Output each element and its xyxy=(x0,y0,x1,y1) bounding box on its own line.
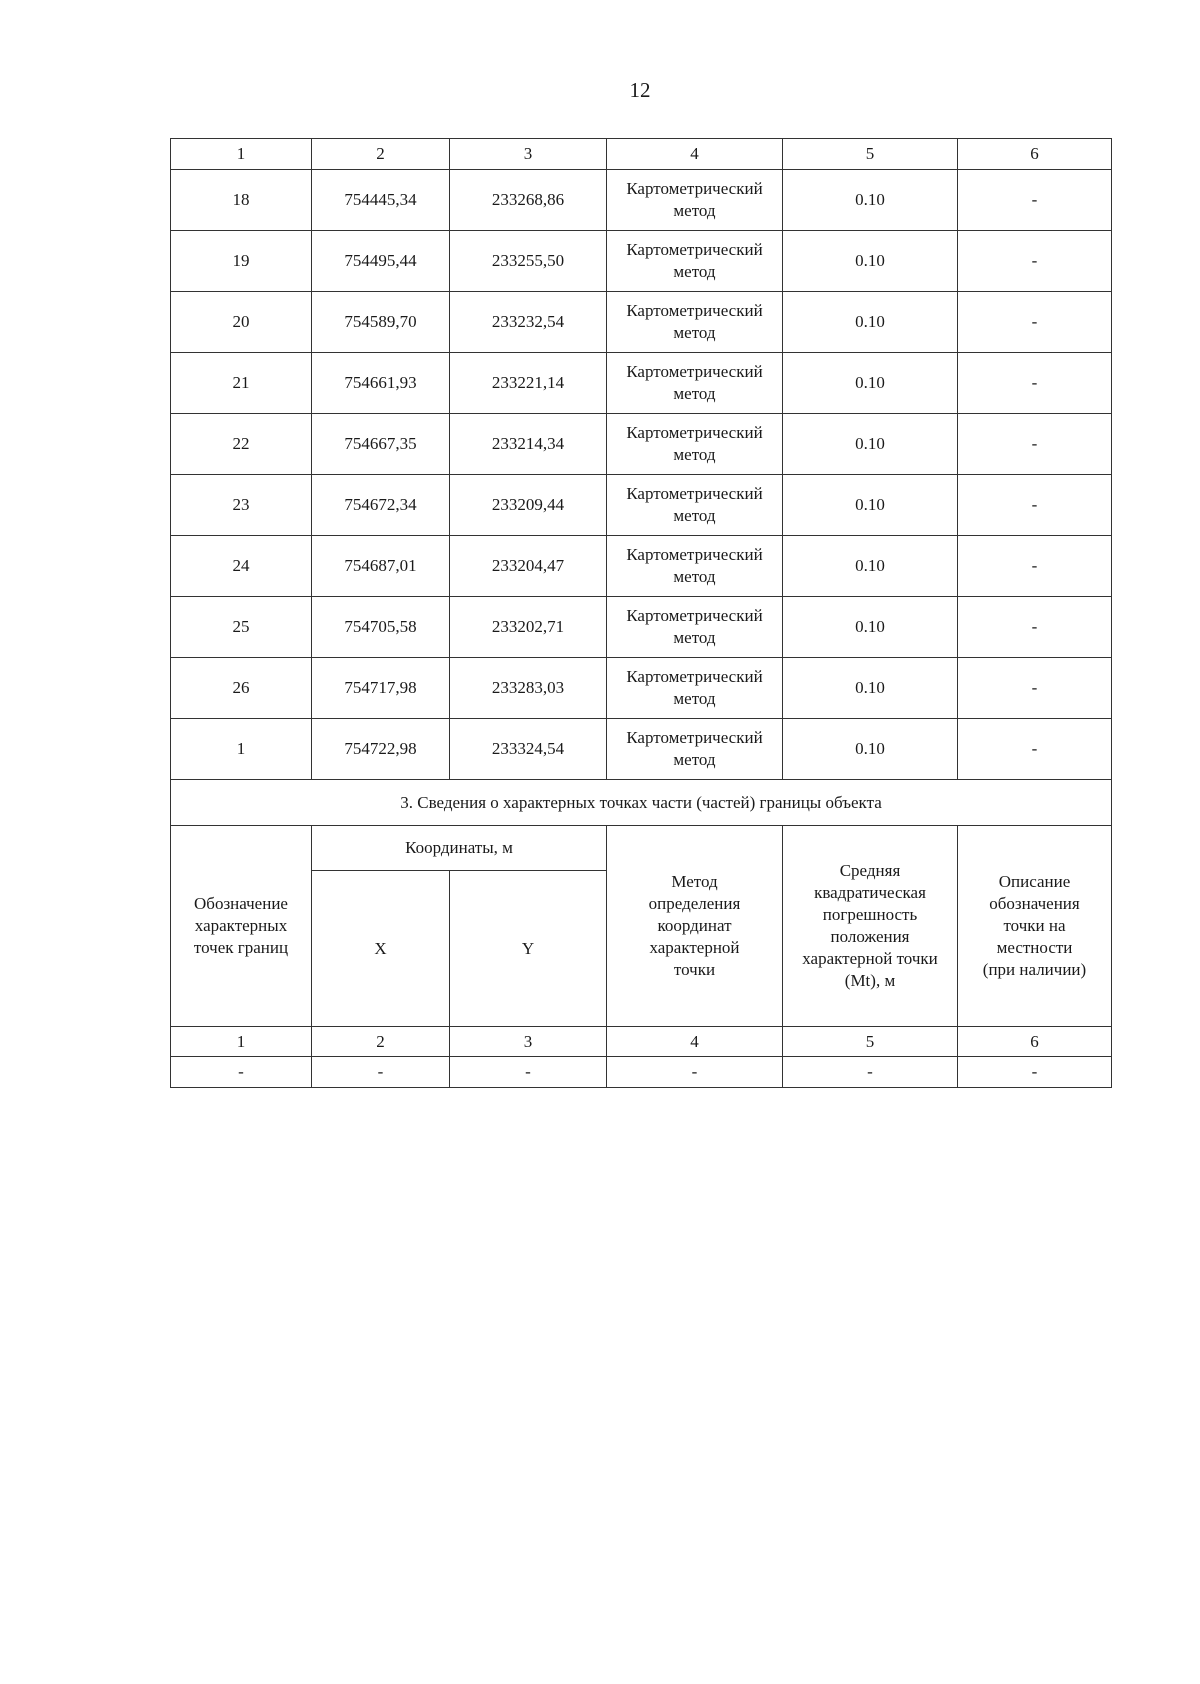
accuracy-value: 0.10 xyxy=(783,658,958,719)
accuracy-value: 0.10 xyxy=(783,170,958,231)
header-line: обозначения xyxy=(989,894,1080,913)
header-line: погрешность xyxy=(822,905,918,924)
accuracy-value: 0.10 xyxy=(783,536,958,597)
column-number: 3 xyxy=(450,139,607,170)
table-row xyxy=(171,658,1112,719)
method-line: Картометрический xyxy=(626,667,763,686)
coordinate-y: 233255,50 xyxy=(450,231,607,292)
accuracy-value: 0.10 xyxy=(783,597,958,658)
description-header xyxy=(958,826,1112,1027)
coordinate-x: 754445,34 xyxy=(312,170,450,231)
header-line: квадратическая xyxy=(814,883,926,902)
header-line: характерной xyxy=(649,938,740,957)
coordinate-y: 233232,54 xyxy=(450,292,607,353)
point-number: 21 xyxy=(171,353,312,414)
column-number: 6 xyxy=(958,139,1112,170)
method-line: Картометрический xyxy=(626,728,763,747)
accuracy-value: 0.10 xyxy=(783,231,958,292)
column-number: 4 xyxy=(607,139,783,170)
empty-cell: - xyxy=(783,1057,958,1088)
point-number: 25 xyxy=(171,597,312,658)
header-line: Обозначение xyxy=(194,894,288,913)
coordinate-x: 754495,44 xyxy=(312,231,450,292)
accuracy-value: 0.10 xyxy=(783,719,958,780)
table-row xyxy=(171,414,1112,475)
accuracy-value: 0.10 xyxy=(783,475,958,536)
header-line: (Mt), м xyxy=(844,971,896,990)
method-cell xyxy=(607,475,783,536)
table-row xyxy=(171,536,1112,597)
boundary-points-table xyxy=(170,138,1111,1088)
method-cell xyxy=(607,292,783,353)
method-line: Картометрический xyxy=(626,423,763,442)
point-number: 18 xyxy=(171,170,312,231)
table-row xyxy=(171,231,1112,292)
table-row xyxy=(171,719,1112,780)
designation-header xyxy=(171,826,312,1027)
coordinate-y: 233268,86 xyxy=(450,170,607,231)
description-value: - xyxy=(958,292,1112,353)
point-number: 22 xyxy=(171,414,312,475)
method-line: Картометрический xyxy=(626,179,763,198)
point-number: 24 xyxy=(171,536,312,597)
header-line: точки xyxy=(673,960,716,979)
header-line: характерных xyxy=(194,916,288,935)
description-value: - xyxy=(958,414,1112,475)
method-line: Картометрический xyxy=(626,362,763,381)
method-line: метод xyxy=(673,262,716,281)
header-line: определения xyxy=(648,894,741,913)
empty-cell: - xyxy=(958,1057,1112,1088)
description-value: - xyxy=(958,719,1112,780)
header-line: положения xyxy=(830,927,910,946)
coordinate-y: 233209,44 xyxy=(450,475,607,536)
accuracy-value: 0.10 xyxy=(783,353,958,414)
empty-cell: - xyxy=(450,1057,607,1088)
point-number: 20 xyxy=(171,292,312,353)
section-title: 3. Сведения о характерных точках части (частей) границы объекта xyxy=(171,780,1112,826)
y-header: Y xyxy=(450,871,607,1027)
page-number: 12 xyxy=(629,78,651,102)
table-row xyxy=(171,170,1112,231)
section3-column-number-row xyxy=(171,1027,1112,1057)
column-number: 1 xyxy=(171,1027,312,1057)
method-cell xyxy=(607,719,783,780)
method-cell xyxy=(607,536,783,597)
description-value: - xyxy=(958,536,1112,597)
method-line: Картометрический xyxy=(626,545,763,564)
point-number: 1 xyxy=(171,719,312,780)
section3-header-row xyxy=(171,826,1112,871)
header-line: Метод xyxy=(671,872,718,891)
method-cell xyxy=(607,597,783,658)
column-number: 1 xyxy=(171,139,312,170)
empty-cell: - xyxy=(312,1057,450,1088)
column-number: 5 xyxy=(783,139,958,170)
method-line: метод xyxy=(673,506,716,525)
point-number: 23 xyxy=(171,475,312,536)
accuracy-value: 0.10 xyxy=(783,292,958,353)
column-number: 2 xyxy=(312,1027,450,1057)
table-row xyxy=(171,597,1112,658)
column-number-row xyxy=(171,139,1112,170)
method-cell xyxy=(607,414,783,475)
coordinate-x: 754672,34 xyxy=(312,475,450,536)
coordinate-y: 233221,14 xyxy=(450,353,607,414)
method-cell xyxy=(607,658,783,719)
coordinates-grid xyxy=(170,138,1112,1088)
column-number: 3 xyxy=(450,1027,607,1057)
column-number: 5 xyxy=(783,1027,958,1057)
point-number: 19 xyxy=(171,231,312,292)
header-line: местности xyxy=(996,938,1073,957)
coordinate-x: 754705,58 xyxy=(312,597,450,658)
table-row xyxy=(171,475,1112,536)
method-cell xyxy=(607,231,783,292)
header-line: точек границ xyxy=(193,938,289,957)
coordinate-y: 233214,34 xyxy=(450,414,607,475)
method-line: метод xyxy=(673,323,716,342)
point-number: 26 xyxy=(171,658,312,719)
accuracy-value: 0.10 xyxy=(783,414,958,475)
coordinate-x: 754667,35 xyxy=(312,414,450,475)
method-line: Картометрический xyxy=(626,301,763,320)
section3-empty-row xyxy=(171,1057,1112,1088)
method-line: метод xyxy=(673,689,716,708)
method-line: метод xyxy=(673,384,716,403)
description-value: - xyxy=(958,475,1112,536)
method-line: метод xyxy=(673,628,716,647)
coordinate-y: 233202,71 xyxy=(450,597,607,658)
table-row xyxy=(171,353,1112,414)
header-line: Описание xyxy=(998,872,1071,891)
description-value: - xyxy=(958,353,1112,414)
method-cell xyxy=(607,170,783,231)
method-line: метод xyxy=(673,201,716,220)
header-line: (при наличии) xyxy=(982,960,1087,979)
coordinate-x: 754661,93 xyxy=(312,353,450,414)
column-number: 2 xyxy=(312,139,450,170)
x-header: X xyxy=(312,871,450,1027)
column-number: 4 xyxy=(607,1027,783,1057)
table-row xyxy=(171,292,1112,353)
header-line: координат xyxy=(657,916,732,935)
description-value: - xyxy=(958,658,1112,719)
description-value: - xyxy=(958,597,1112,658)
description-value: - xyxy=(958,170,1112,231)
accuracy-header xyxy=(783,826,958,1027)
coordinate-x: 754717,98 xyxy=(312,658,450,719)
empty-cell: - xyxy=(607,1057,783,1088)
method-line: Картометрический xyxy=(626,606,763,625)
method-cell xyxy=(607,353,783,414)
coordinate-x: 754722,98 xyxy=(312,719,450,780)
coordinate-x: 754589,70 xyxy=(312,292,450,353)
coordinates-header: Координаты, м xyxy=(312,826,607,871)
section-title-row xyxy=(171,780,1112,826)
coordinate-y: 233283,03 xyxy=(450,658,607,719)
header-line: Средняя xyxy=(839,861,901,880)
coordinate-y: 233204,47 xyxy=(450,536,607,597)
method-line: Картометрический xyxy=(626,484,763,503)
method-line: метод xyxy=(673,750,716,769)
description-value: - xyxy=(958,231,1112,292)
method-line: метод xyxy=(673,567,716,586)
method-header xyxy=(607,826,783,1027)
empty-cell: - xyxy=(171,1057,312,1088)
column-number: 6 xyxy=(958,1027,1112,1057)
method-line: Картометрический xyxy=(626,240,763,259)
header-line: характерной точки xyxy=(802,949,938,968)
coordinate-x: 754687,01 xyxy=(312,536,450,597)
header-line: точки на xyxy=(1003,916,1066,935)
coordinate-y: 233324,54 xyxy=(450,719,607,780)
method-line: метод xyxy=(673,445,716,464)
